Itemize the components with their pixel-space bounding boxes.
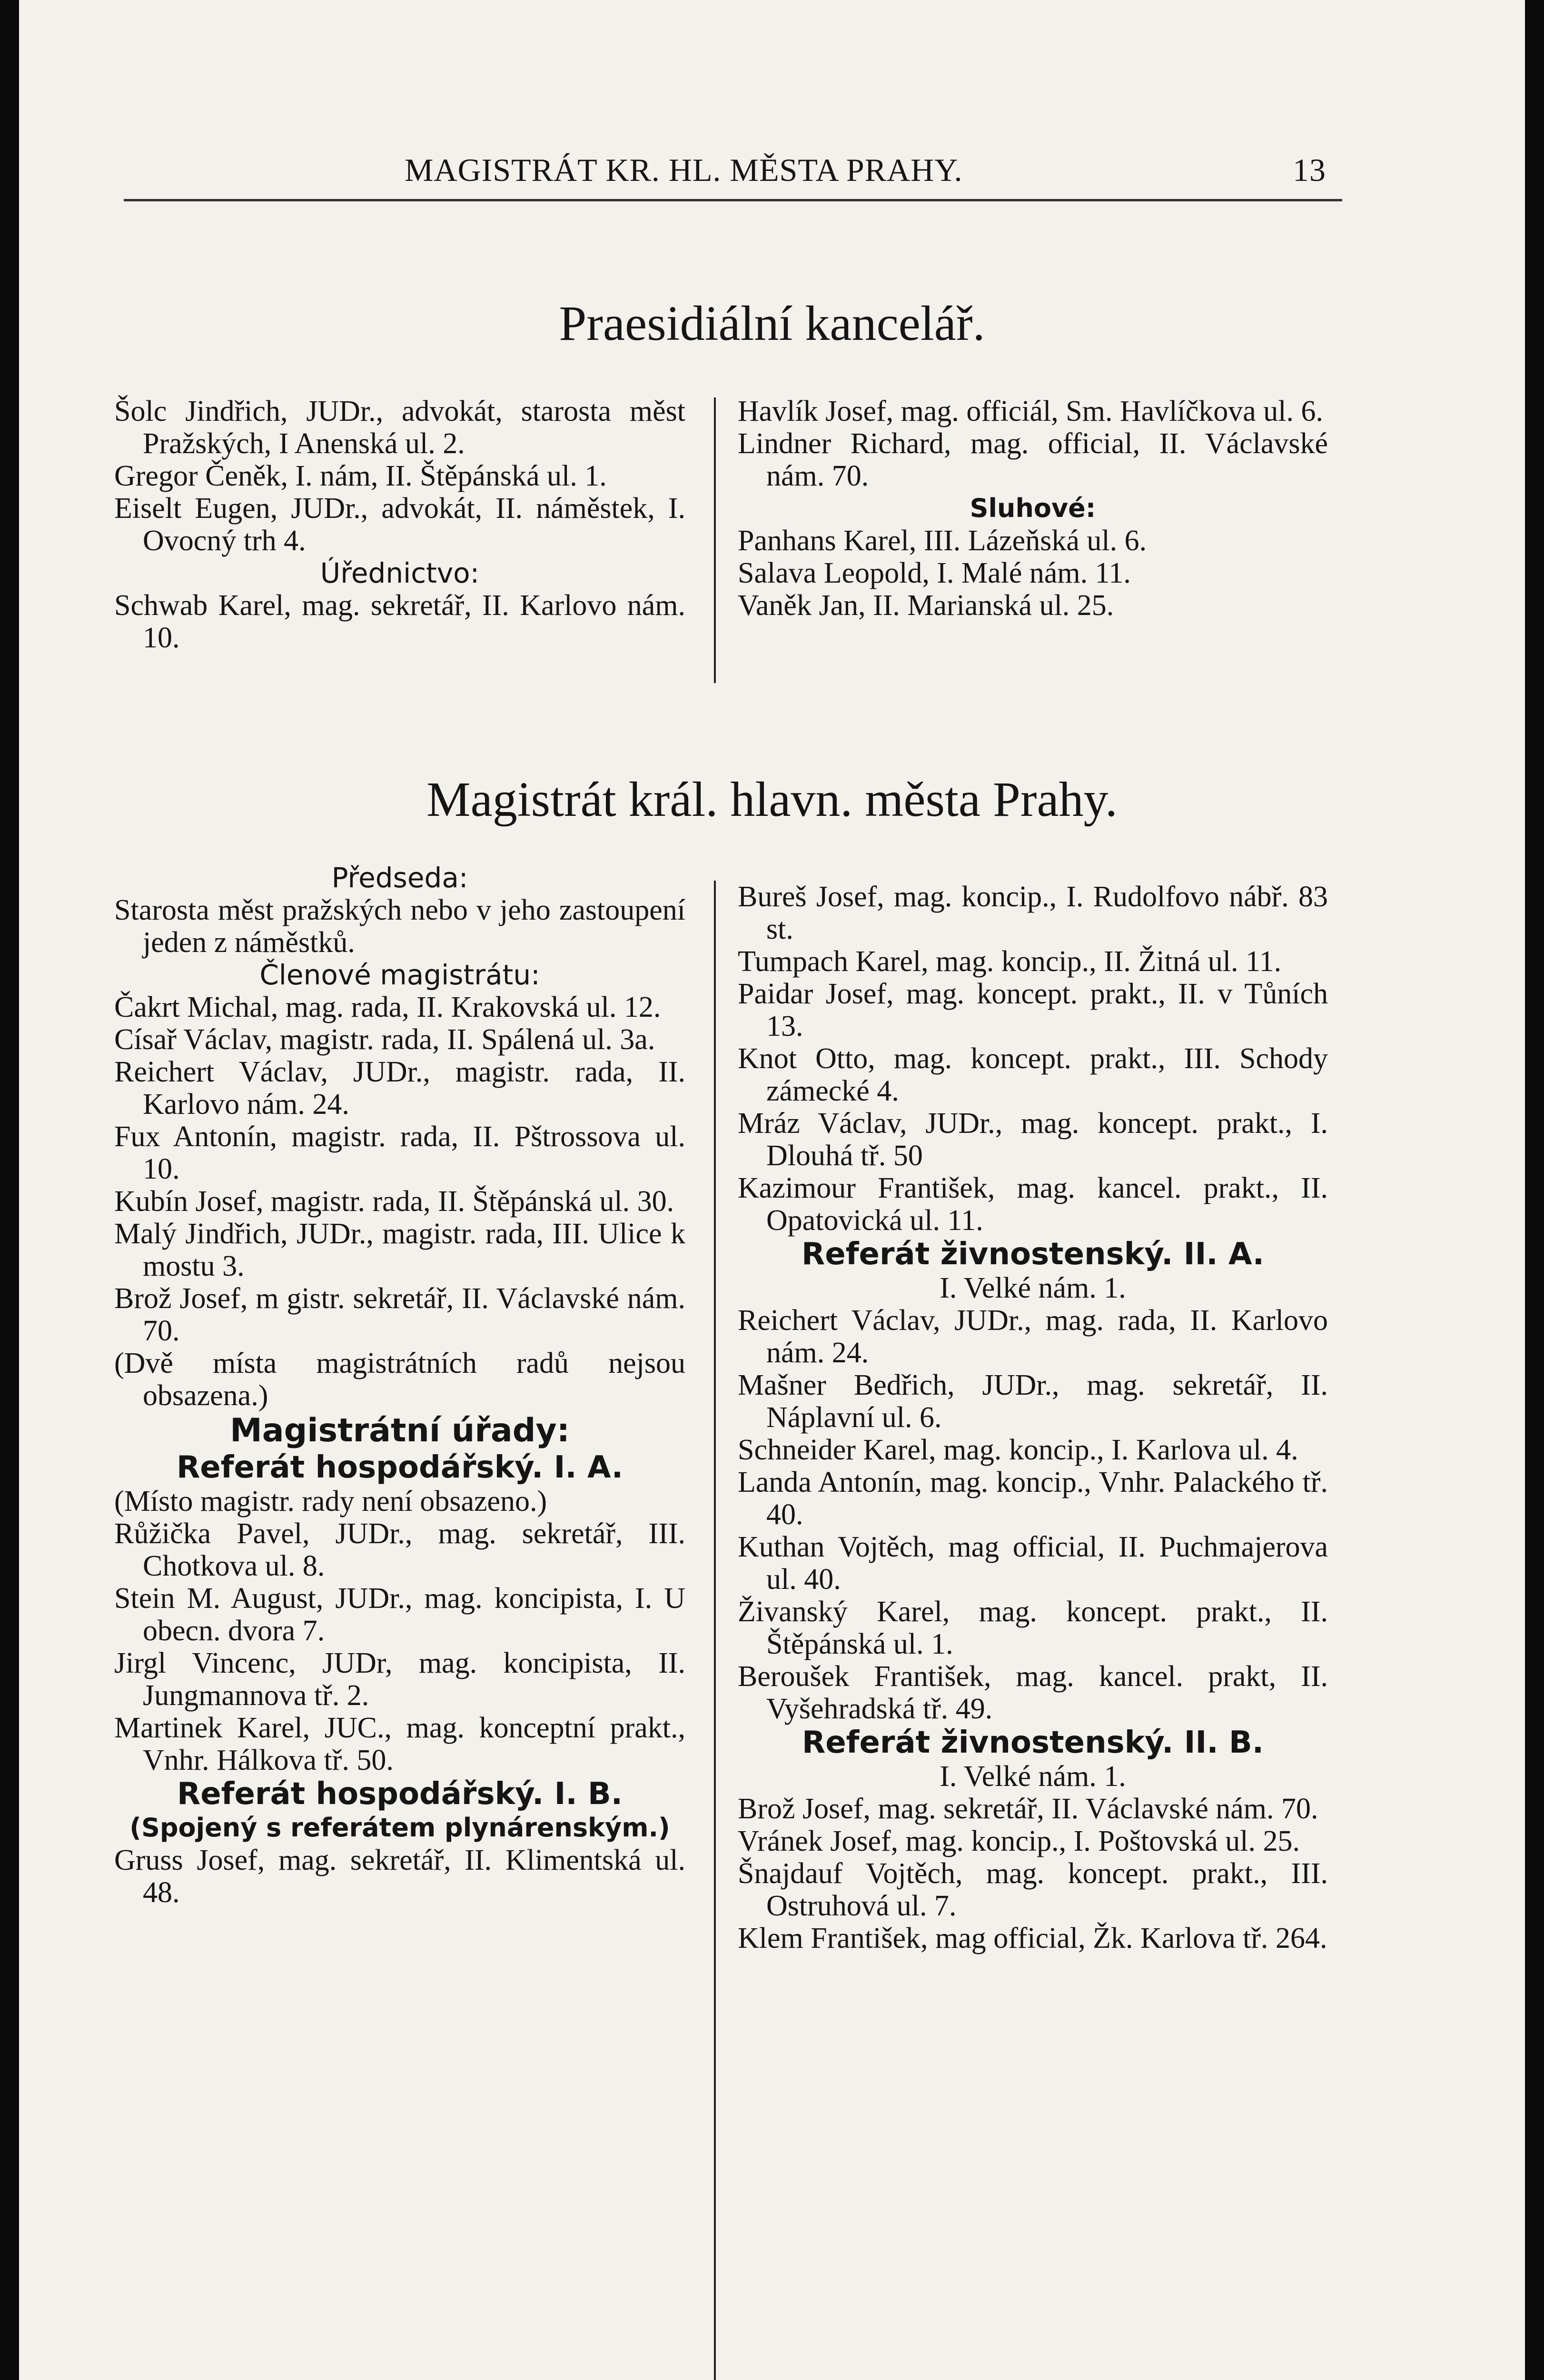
directory-entry: (Dvě místa magistrátních radů nejsou obsazena.) xyxy=(114,1347,685,1412)
directory-entry: Stein M. August, JUDr., mag. koncipista, I. U obecn. dvora 7. xyxy=(114,1582,685,1647)
section-title-praesidialni: Praesidiální kancelář. xyxy=(559,296,985,351)
directory-entry: Mráz Václav, JUDr., mag. koncept. prakt., I. Dlouhá tř. 50 xyxy=(738,1107,1328,1172)
directory-entry: Beroušek František, mag. kancel. prakt, II. Vyšehradská tř. 49. xyxy=(738,1660,1328,1725)
section-title-magistrat: Magistrát král. hlavn. města Prahy. xyxy=(426,772,1118,827)
section-heading: Referát živnostenský. II. B. xyxy=(802,1725,1264,1760)
column-divider xyxy=(714,881,716,2380)
directory-entry: Reichert Václav, JUDr., mag. rada, II. Karlovo nám. 24. xyxy=(738,1304,1328,1369)
magistrat-left-column xyxy=(114,862,685,1909)
directory-entry: Klem František, mag official, Žk. Karlova tř. 264. xyxy=(738,1922,1327,1954)
directory-entry: Martinek Karel, JUC., mag. konceptní prakt., Vnhr. Hálkova tř. 50. xyxy=(114,1712,685,1776)
directory-entry: Kuthan Vojtěch, mag official, II. Puchmajerova ul. 40. xyxy=(738,1531,1328,1596)
column-divider xyxy=(714,397,716,683)
directory-entry: (Místo magistr. rady není obsazeno.) xyxy=(114,1485,547,1517)
praesidialni-right-column xyxy=(738,395,1328,622)
directory-entry: Kazimour František, mag. kancel. prakt., II. Opatovická ul. 11. xyxy=(738,1172,1328,1237)
directory-entry: Brož Josef, m gistr. sekretář, II. Václavské nám. 70. xyxy=(114,1282,685,1347)
running-header-title: MAGISTRÁT KR. HL. MĚSTA PRAHY. xyxy=(405,152,963,188)
section-heading: Členové magistrátu: xyxy=(259,959,540,991)
directory-entry: Salava Leopold, I. Malé nám. 11. xyxy=(738,557,1131,589)
section-heading: Referát živnostenský. II. A. xyxy=(802,1237,1264,1272)
directory-entry: Malý Jindřich, JUDr., magistr. rada, III. Ulice k mostu 3. xyxy=(114,1218,685,1282)
directory-entry: Schwab Karel, mag. sekretář, II. Karlovo nám. 10. xyxy=(114,589,685,654)
header-rule xyxy=(124,199,1342,201)
directory-entry: Brož Josef, mag. sekretář, II. Václavské nám. 70. xyxy=(738,1793,1318,1825)
page-number: 13 xyxy=(1293,152,1326,188)
office-address: I. Velké nám. 1. xyxy=(940,1760,1126,1793)
document-page xyxy=(19,0,1525,2380)
directory-entry: Císař Václav, magistr. rada, II. Spálená ul. 3a. xyxy=(114,1023,655,1056)
directory-entry: Schneider Karel, mag. koncip., I. Karlova ul. 4. xyxy=(738,1434,1298,1466)
directory-entry: Gregor Čeněk, I. nám, II. Štěpánská ul. 1. xyxy=(114,460,607,492)
directory-entry: Panhans Karel, III. Lázeňská ul. 6. xyxy=(738,525,1147,557)
section-heading: Úřednictvo: xyxy=(320,557,480,589)
directory-entry: Čakrt Michal, mag. rada, II. Krakovská ul. 12. xyxy=(114,991,661,1023)
directory-entry: Tumpach Karel, mag. koncip., II. Žitná ul. 11. xyxy=(738,945,1282,978)
directory-entry: Vaněk Jan, II. Marianská ul. 25. xyxy=(738,589,1114,622)
directory-entry: Šnajdauf Vojtěch, mag. koncept. prakt., III. Ostruhová ul. 7. xyxy=(738,1857,1328,1922)
directory-entry: Jirgl Vincenc, JUDr, mag. koncipista, II. Jungmannova tř. 2. xyxy=(114,1647,685,1712)
directory-entry: Lindner Richard, mag. official, II. Václavské nám. 70. xyxy=(738,427,1328,492)
section-heading: Referát hospodářský. I. B. xyxy=(177,1776,623,1812)
directory-entry: Havlík Josef, mag. officiál, Sm. Havlíčkova ul. 6. xyxy=(738,395,1324,427)
praesidialni-left-column xyxy=(114,395,685,654)
section-heading: Magistrátní úřady: xyxy=(230,1412,570,1449)
office-address: I. Velké nám. 1. xyxy=(940,1272,1126,1304)
directory-entry: Vránek Josef, mag. koncip., I. Poštovská ul. 25. xyxy=(738,1825,1300,1857)
directory-entry: Eiselt Eugen, JUDr., advokát, II. náměstek, I. Ovocný trh 4. xyxy=(114,492,685,557)
section-heading: Referát hospodářský. I. A. xyxy=(176,1450,624,1485)
directory-entry: Knot Otto, mag. koncept. prakt., III. Schody zámecké 4. xyxy=(738,1042,1328,1107)
section-heading: (Spojený s referátem plynárenským.) xyxy=(129,1813,670,1843)
directory-entry: Fux Antonín, magistr. rada, II. Pštrossova ul. 10. xyxy=(114,1121,685,1185)
directory-entry: Růžička Pavel, JUDr., mag. sekretář, III. Chotkova ul. 8. xyxy=(114,1517,685,1582)
directory-entry: Paidar Josef, mag. koncept. prakt., II. v Tůních 13. xyxy=(738,978,1328,1042)
directory-entry: Starosta měst pražských nebo v jeho zastoupení jeden z náměstků. xyxy=(114,894,685,959)
section-heading: Sluhové: xyxy=(970,493,1096,523)
directory-entry: Šolc Jindřich, JUDr., advokát, starosta měst Pražských, I Anenská ul. 2. xyxy=(114,395,685,460)
directory-entry: Landa Antonín, mag. koncip., Vnhr. Palackého tř. 40. xyxy=(738,1466,1328,1531)
directory-entry: Gruss Josef, mag. sekretář, II. Klimentská ul. 48. xyxy=(114,1844,685,1909)
directory-entry: Bureš Josef, mag. koncip., I. Rudolfovo nábř. 83 st. xyxy=(738,881,1328,945)
magistrat-right-column xyxy=(738,881,1328,1954)
directory-entry: Reichert Václav, JUDr., magistr. rada, II. Karlovo nám. 24. xyxy=(114,1056,685,1121)
directory-entry: Kubín Josef, magistr. rada, II. Štěpánská ul. 30. xyxy=(114,1185,674,1218)
directory-entry: Živanský Karel, mag. koncept. prakt., II. Štěpánská ul. 1. xyxy=(738,1596,1328,1660)
section-heading: Předseda: xyxy=(331,862,468,894)
directory-entry: Mašner Bedřich, JUDr., mag. sekretář, II. Náplavní ul. 6. xyxy=(738,1369,1328,1434)
